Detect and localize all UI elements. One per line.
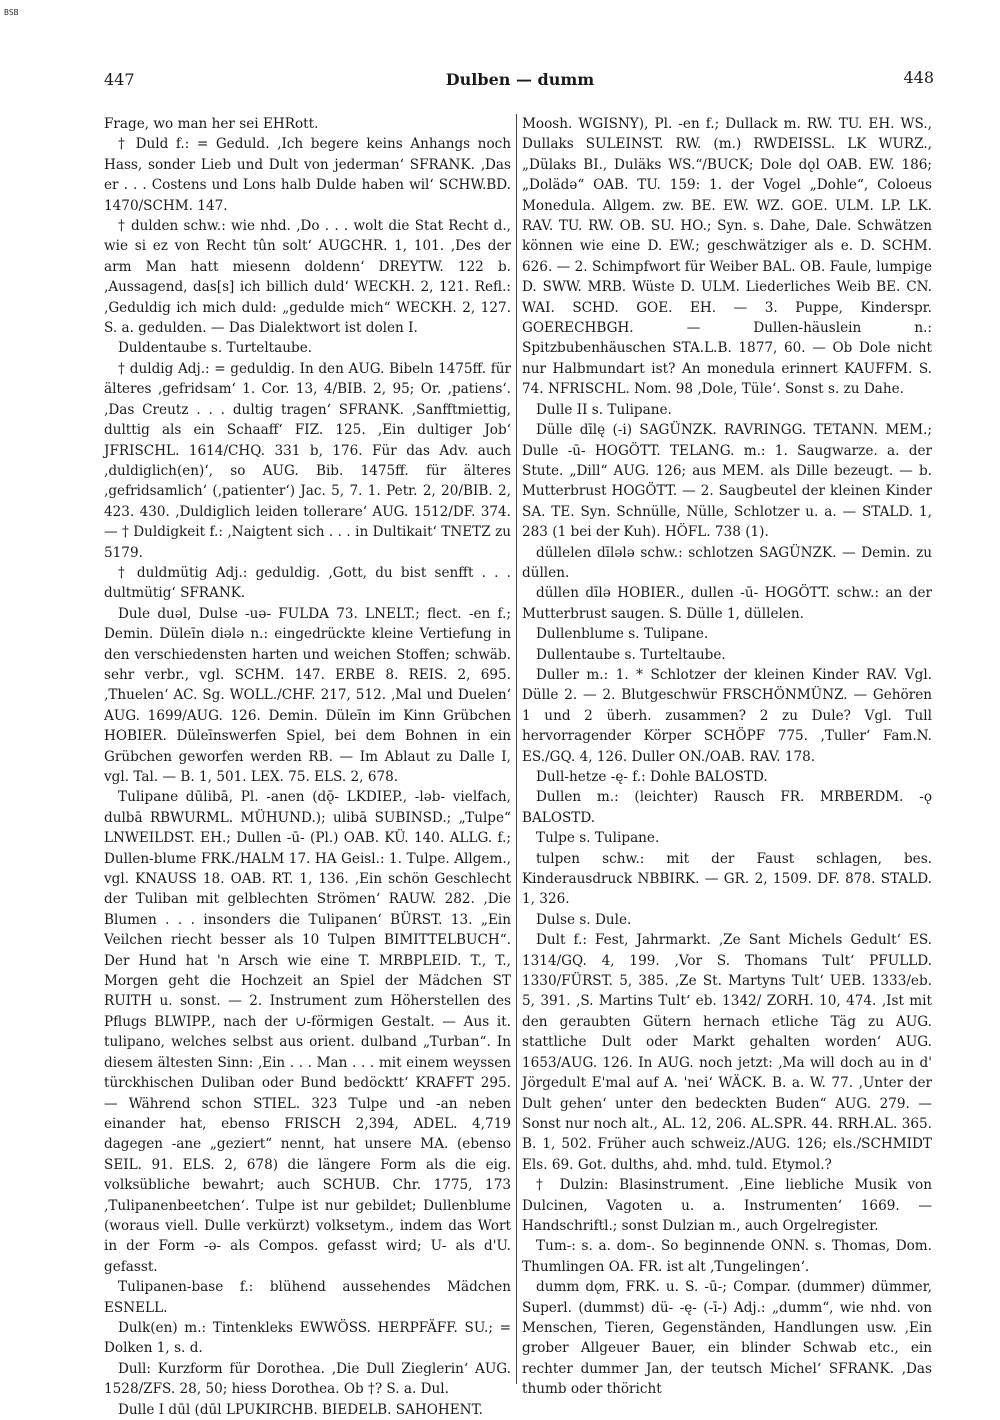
dictionary-entry: † duldig Adj.: = geduldig. In den AUG. Bibeln 1475ff. für älteres ‚gefridsam‘ 1. Cor. 13, 4/BIB. 2, 95; Or. ‚patiens‘. ‚Das Creutz . . . dultig tragen‘ SFRANK. ‚Sanfftmiettig, dulttig als ein Schaaff‘ FIZ. 125. ‚Ein dultiger Job‘ JFRISCHL. 1614/CHQ. 331 b, 176. Für das Adv. auch ‚duldiglich(en)‘, so AUG. Bib. 1475ff. für älteres ‚gefridsamlich‘ (‚patienter‘) Jac. 5, 7. 1. Petr. 2, 20/BIB. 2, 423. 430. ‚Duldiglich leiden tollerare‘ AUG. 1512/DF. 374. — † Duldigkeit f.: ‚Naigtent sich . . . in Dultikait‘ TNETZ zu 5179. [104,360,511,561]
dictionary-entry: düllelen dīlələ schw.: schlotzen SAGÜNZK. — Demin. zu düllen. [522,544,932,581]
dictionary-entry: tulpen schw.: mit der Faust schlagen, bes. Kinderausdruck NBBIRK. — GR. 2, 1509. DF. 878. STALD. 1, 326. [522,850,932,908]
page-number-right: 448 [903,68,934,87]
right-column [522,114,932,1398]
dictionary-entry: Dullenblume s. Tulipane. [536,626,709,643]
dictionary-entry: Tum-: s. a. dom-. So beginnende ONN. s. Thomas, Dom. Thumlingen OA. FR. ist alt ‚Tungelingen‘. [522,1238,932,1275]
dictionary-entry: Duldentaube s. Turteltaube. [118,340,313,357]
page-header [100,66,940,92]
dictionary-entry: Dult f.: Fest, Jahrmarkt. ‚Ze Sant Michels Gedult‘ ES. 1314/GQ. 4, 199. ‚Vor S. Thomans Tult‘ PFULLD. 1330/FÜRST. 5, 385. ‚Ze St. Martyns Tult‘ UEB. 1333/eb. 5, 391. ‚S. Martins Tult‘ eb. 1342/ ZORH. 10, 474. ‚Ist mit den geraubten Gütern hernach etliche Täg zu AUG. stattliche Dult oder Markt gehalten worden‘ AUG. 1653/AUG. 126. In AUG. noch jetzt: ‚Ma will doch au in d' Jörgedult E'mal auf A. 'nei‘ WÄCK. B. a. W. 77. ‚Unter der Dult gehen‘ unter den bedeckten Buden“ AUG. 279. — Sonst nur noch alt., AL. 12, 206. AL.SPR. 44. RRH.AL. 365. B. 1, 502. Früher auch schweiz./AUG. 126; els./SCHMIDT Els. 69. Got. dulths, ahd. mhd. tuld. Etymol.? [522,932,932,1173]
dictionary-entry: Dulse s. Dule. [536,911,632,928]
dictionary-entry: Frage, wo man her sei EHRott. [104,116,319,132]
dictionary-entry: Duller m.: 1. * Schlotzer der kleinen Kinder RAV. Vgl. Dülle 2. — 2. Blutgeschwür FRSCHÖNMÜNZ. — Gehören 1 und 2 überh. zusammen? 2 zu Dule? Vgl. Tull hervorragender Körper SCHÖPF 775. ‚Tuller‘ Fam.N. ES./GQ. 4, 126. Duller ON./OAB. RAV. 178. [522,666,932,765]
dictionary-entry: Moosh. WGISNY), Pl. -en f.; Dullack m. RW. TU. EH. WS., Dullaks SULEINST. RW. (m.) RWDEISSL. LK WURZ., „Dülaks BI., Duläks WS.“/BUCK; Dole dǫl OAB. EW. 186; „Dolädə“ OAB. TU. 159: 1. der Vogel „Dohle“, Coloeus Monedula. Allgem. zw. BE. EW. WZ. GOE. ULM. LP. LK. RAV. TU. RW. OB. SU. HO.; Syn. s. Dahe, Dale. Schwätzen können wie eine D. EW.; geschwätziger als e. D. SCHM. 626. — 2. Schimpfwort für Weiber BAL. OB. Faule, lumpige D. SWW. MRB. Wüste D. ULM. Liederliches Weib BE. CN. WAI. SCHD. GOE. EH. — 3. Puppe, Kinderspr. GOERECHBGH. — Dullen-häuslein n.: Spitzbubenhäuschen STA.L.B. 1877, 60. — Ob Dole nicht nur Halbmundart ist? An monedula erinnert KAUFFM. S. 74. NFRISCHL. Nom. 98 ‚Dole, Tüle‘. Sonst s. zu Dahe. [522,116,932,398]
dictionary-entry: Tulpe s. Tulipane. [536,830,660,847]
dictionary-entry: † dulden schw.: wie nhd. ‚Do . . . wolt die Stat Recht d., wie si ez von Recht tûn solt‘ AUGCHR. 1, 101. ‚Des der arm Man hatt miesenn doldenn‘ DREYTW. 122 b. ‚Aussagend, das[s] ich billich duld‘ WECKH. 2, 121. Refl.: ‚Geduldig ich mich duld: „gedulde mich“ WECKH. 2, 127. S. a. gedulden. — Das Dialektwort ist dolen I. [104,218,511,337]
dictionary-entry: düllen dīlə HOBIER., dullen -ū- HOGÖTT. schw.: an der Mutterbrust saugen. S. Dülle 1, düllelen. [522,585,932,622]
dictionary-entry: Dull-hetze -ę- f.: Dohle BALOSTD. [536,769,768,785]
dictionary-entry: Tulipanen-base f.: blühend aussehendes Mädchen ESNELL. [104,1279,511,1316]
dictionary-entry: Tulipane dūlibā, Pl. -anen (dǭ- LKDIEP., -ləb- vielfach, dulbā RBWURML. MÜHUND.); ulibā SUBINSD.; „Tulpe“ LNWEILDST. EH.; Dullen -ū- (Pl.) OAB. KÜ. 140. ALLG. f.; Dullen-blume FRK./HALM 17. HA Geisl.: 1. Tulpe. Allgem., vgl. KNAUSS 18. OAB. RT. 1, 136. ‚Ein schön Geschlecht der Tuliban mit gelblechten Strömen‘ RAUW. 282. ‚Die Blumen . . . insonders die Tulipanen‘ BÜRST. 13. „Ein Veilchen riecht besser als 10 Tulpen BIMITTELBUCH“. Der Hund hat 'n Arsch wie eine T. MRBPLEID. T., T., Morgen geht die Hochzeit an Spiel der Mädchen ST RUITH u. sonst. — 2. Instrument zum Höherstellen des Pflugs BLWIPP., nach der ∪-förmigen Gestalt. — Aus it. tulipano, welches selbst aus orient. dulband „Turban“. In diesem ältesten Sinn: ‚Ein . . . Man . . . mit einem weyssen türckhischen Duliban oder Bund bedöcktt‘ KRAFFT 295. — Während schon STIEL. 323 Tulpe und -an neben einander hat, ebenso FRISCH 2,394, ADEL. 4,719 dagegen -ane „geziert“ nennt, hat unsere MA. (ebenso SEIL. 91. ELS. 2, 678) die längere Form als die eig. volksübliche bewahrt; auch SCHUB. Chr. 1775, 173 ‚Tulipanenbeetchen‘. Tulpe ist nur gebildet; Dullenblume (woraus viell. Dulle verkürzt) volksetym., indem das Wort in der Form -ə- als Compos. gefasst wird; U- als d'U. gefasst. [104,789,511,1275]
dictionary-entry: Dull: Kurzform für Dorothea. ‚Die Dull Zieglerin‘ AUG. 1528/ZFS. 28, 50; hiess Dorothea. Ob †? S. a. Dul. [104,1360,511,1398]
dictionary-entry: Dulle II s. Tulipane. [536,401,672,418]
page-number-left: 447 [104,70,135,89]
dictionary-entry: dumm dǫm, FRK. u. S. -ū-; Compar. (dummer) dümmer, Superl. (dummst) dü- -ę- (-ī-) Adj.: „dumm“, wie nhd. von Menschen, Tieren, Gegenständen, Handlungen usw. ‚Ein grober Allgeuer Bauer, ein blinder Schwab etc., ein rechter dummer Jan, der teutsch Michel‘ SFRANK. ‚Das thumb oder thöricht [522,1279,932,1398]
running-title: Dulben — dumm [445,70,595,89]
dictionary-entry: Dülle dīlę (-i) SAGÜNZK. RAVRINGG. TETANN. MEM.; Dulle -ū- HOGÖTT. TELANG. m.: 1. Saugwarze. a. der Stute. „Dill“ AUG. 126; aus MEM. als Dille bezeugt. — b. Mutterbrust HOGÖTT. — 2. Saugbeutel der kleinen Kinder SA. TE. Syn. Schnülle, Nülle, Schlotzer u. a. — STALD. 1, 283 (1 bei der Kuh). HÖFL. 738 (1). [522,422,932,541]
library-stamp: BSB [4,8,19,17]
dictionary-entry: † duldmütig Adj.: geduldig. ‚Gott, du bist senfft . . . dultmütig‘ SFRANK. [104,564,511,602]
dictionary-entry: Dulk(en) m.: Tintenkleks EWWÖSS. HERPFÄFF. SU.; = Dolken 1, s. d. [104,1319,511,1357]
column-divider [516,114,517,1384]
dictionary-entry: † Dulzin: Blasinstrument. ‚Eine liebliche Musik von Dulcinen, Vagoten u. a. Instrumenten‘ 1669. — Handschriftl.; sonst Dulzian m., auch Orgelregister. [522,1177,932,1234]
dictionary-entry: Dullentaube s. Turteltaube. [536,646,726,663]
dictionary-entry: Dulle I dūl (dūl LPUKIRCHB. BIEDELB. SAHOHENT. [118,1401,483,1418]
dictionary-entry: Dullen m.: (leichter) Rausch FR. MRBERDM. -ǫ BALOSTD. [522,789,932,826]
dictionary-entry: † Duld f.: = Geduld. ‚Ich begere keins Anhangs noch Hass, sonder Lieb und Dult von jederman‘ SFRANK. ‚Das er . . . Costens und Lons halb Dulde haben wil‘ SCHW.BD. 1470/SCHM. 147. [104,136,511,214]
dictionary-entry: Dule duəl, Dulse -uə- FULDA 73. LNELT.; flect. -en f.; Demin. Düleīn diələ n.: eingedrückte kleine Vertiefung in den verschiedensten harten und weichen Stoffen; schwäb. sehr verbr., vgl. SCHM. 147. ERBE 8. REIS. 2, 695. ‚Thuelen‘ AC. Sg. WOLL./CHF. 217, 512. ‚Mal und Duelen‘ AUG. 1699/AUG. 126. Demin. Düleīn im Kinn Grübchen HOBIER. Düleīnswerfen Spiel, bei dem Bohnen in ein Grübchen geworfen werden RB. — Im Ablaut zu Dalle I, vgl. Tal. — B. 1, 501. LEX. 75. ELS. 2, 678. [104,605,511,785]
left-column [104,114,511,1418]
